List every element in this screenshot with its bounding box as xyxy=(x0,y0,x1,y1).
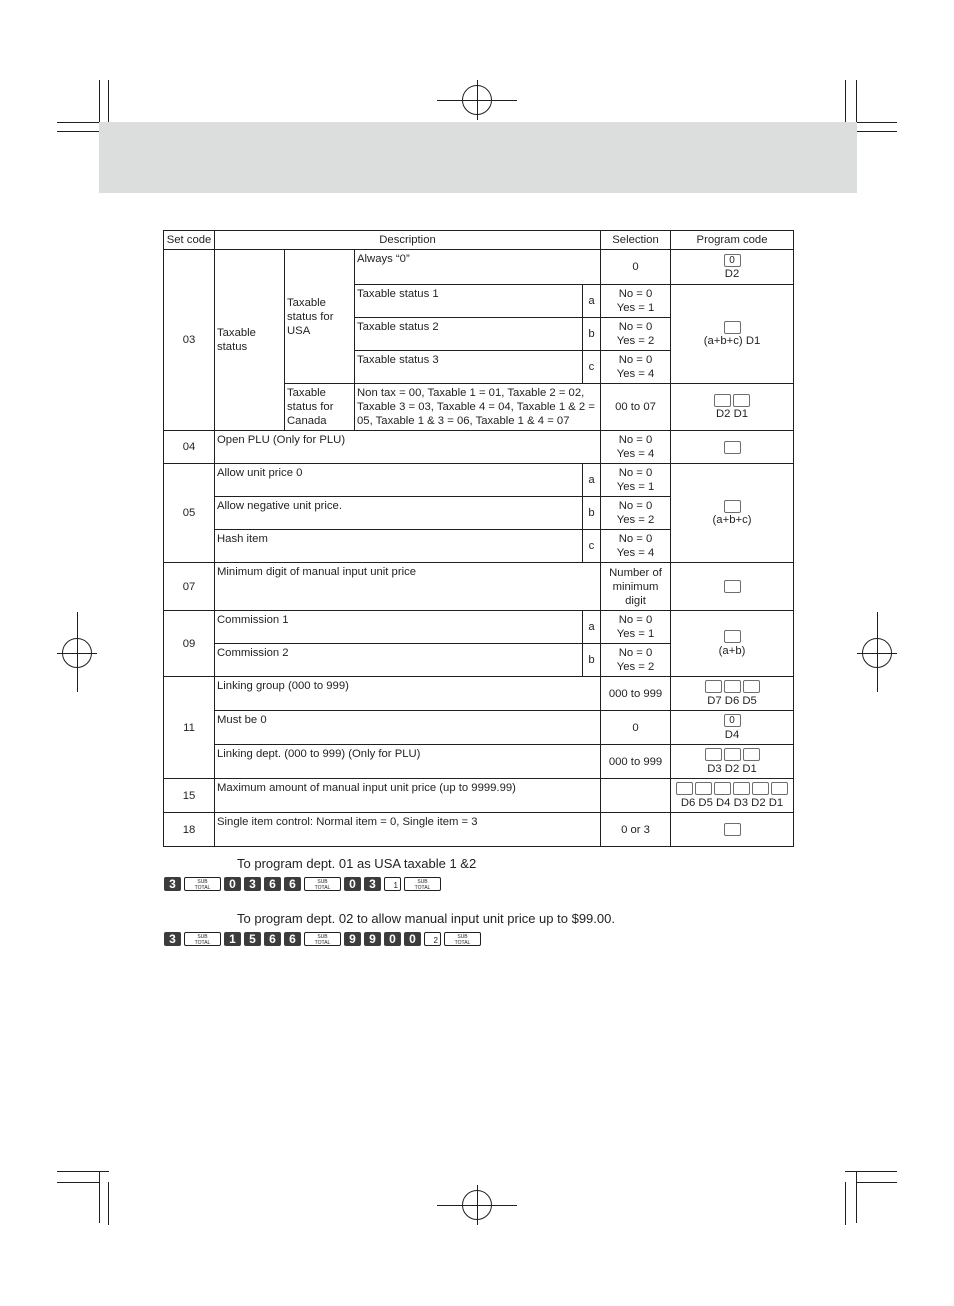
letter-cell: b xyxy=(583,497,601,530)
description-cell: Must be 0 xyxy=(215,711,601,745)
description-cell: Always “0” xyxy=(355,250,601,285)
selection-cell: 000 to 999 xyxy=(601,745,671,779)
description-cell: Allow negative unit price. xyxy=(215,497,583,530)
description-cell: Linking dept. (000 to 999) (Only for PLU) xyxy=(215,745,601,779)
program-code-label: (a+b) xyxy=(718,644,746,657)
description-cell: Taxable status 2 xyxy=(355,318,583,351)
table-row xyxy=(164,464,794,497)
letter-cell: a xyxy=(583,611,601,644)
dept-key: 1 xyxy=(384,877,401,891)
program-code-cell xyxy=(671,250,794,285)
header-description: Description xyxy=(215,231,601,250)
program-code-cell xyxy=(671,813,794,847)
digit-box xyxy=(743,680,760,693)
digit-box xyxy=(695,782,712,795)
description-cell: Single item control: Normal item = 0, Single item = 3 xyxy=(215,813,601,847)
usa-label-text: Taxable status for USA xyxy=(287,296,334,337)
digit-box xyxy=(724,500,741,513)
numeric-key: 9 xyxy=(364,932,381,946)
subtotal-key: SUB TOTAL xyxy=(304,877,341,891)
selection-cell: No = 0 Yes = 2 xyxy=(601,497,671,530)
selection-cell: Number of minimum digit xyxy=(601,563,671,611)
program-code-cell xyxy=(671,384,794,431)
program-code-cell xyxy=(671,285,794,384)
selection-cell: No = 0 Yes = 2 xyxy=(601,318,671,351)
table-row xyxy=(164,431,794,464)
selection-cell: 0 xyxy=(601,250,671,285)
program-code-cell xyxy=(671,431,794,464)
numeric-key: 3 xyxy=(164,932,181,946)
digit-box xyxy=(724,441,741,454)
selection-cell: 0 xyxy=(601,711,671,745)
program-code-label: D4 xyxy=(724,728,740,741)
program-code-label: (a+b+c) D1 xyxy=(703,335,761,347)
digit-box xyxy=(724,748,741,761)
canada-label: Taxable status for Canada xyxy=(285,384,355,431)
digit-box xyxy=(743,748,760,761)
selection-cell: No = 0 Yes = 2 xyxy=(601,644,671,677)
description-cell: Open PLU (Only for PLU) xyxy=(215,431,601,464)
digit-box xyxy=(724,321,741,334)
header-selection: Selection xyxy=(601,231,671,250)
program-code-label: D3 D2 D1 xyxy=(707,762,757,775)
digit-box xyxy=(724,580,741,593)
table-row xyxy=(164,711,794,745)
table-row xyxy=(164,813,794,847)
program-code-cell xyxy=(671,464,794,563)
digit-box: 0 xyxy=(724,714,741,727)
digit-box xyxy=(733,782,750,795)
description-cell: Taxable status 1 xyxy=(355,285,583,318)
header-set-code: Set code xyxy=(164,231,215,250)
program-code-label: (a+b+c) xyxy=(712,514,752,526)
letter-cell: a xyxy=(583,464,601,497)
header-band xyxy=(99,122,857,193)
numeric-key: 6 xyxy=(264,932,281,946)
numeric-key: 3 xyxy=(244,877,261,891)
dept-key: 2 xyxy=(424,932,441,946)
table-row xyxy=(164,779,794,813)
program-code-label: D2 D1 xyxy=(716,408,749,420)
letter-cell: b xyxy=(583,318,601,351)
description-cell: Minimum digit of manual input unit price xyxy=(215,563,601,611)
letter-cell: a xyxy=(583,285,601,318)
numeric-key: 6 xyxy=(284,877,301,891)
example-2-key-sequence xyxy=(164,931,481,947)
digit-box xyxy=(771,782,788,795)
program-code-label: D6 D5 D4 D3 D2 D1 xyxy=(680,796,784,809)
example-1-caption: To program dept. 01 as USA taxable 1 &2 xyxy=(237,856,477,871)
description-cell: Taxable status 3 xyxy=(355,351,583,384)
digit-box: 0 xyxy=(724,254,741,267)
set-code: 15 xyxy=(164,779,215,813)
selection-cell: No = 0 Yes = 1 xyxy=(601,611,671,644)
digit-box xyxy=(705,748,722,761)
digit-box xyxy=(724,680,741,693)
program-code-cell xyxy=(671,611,794,677)
numeric-key: 3 xyxy=(364,877,381,891)
digit-box xyxy=(724,630,741,643)
set-code: 18 xyxy=(164,813,215,847)
numeric-key: 0 xyxy=(224,877,241,891)
table-row xyxy=(164,250,794,285)
description-cell: Maximum amount of manual input unit price (up to 9999.99) xyxy=(215,779,601,813)
subtotal-key: SUB TOTAL xyxy=(184,932,221,946)
selection-cell: 0 or 3 xyxy=(601,813,671,847)
selection-cell xyxy=(601,779,671,813)
example-2-caption: To program dept. 02 to allow manual input unit price up to $99.00. xyxy=(237,911,615,926)
subtotal-key: SUB TOTAL xyxy=(304,932,341,946)
numeric-key: 6 xyxy=(264,877,281,891)
program-code-cell xyxy=(671,563,794,611)
selection-cell: No = 0 Yes = 4 xyxy=(601,431,671,464)
digit-box xyxy=(714,394,731,407)
example-1-key-sequence xyxy=(164,876,441,892)
table-row xyxy=(164,563,794,611)
selection-cell: No = 0 Yes = 1 xyxy=(601,464,671,497)
digit-box xyxy=(714,782,731,795)
selection-cell: 000 to 999 xyxy=(601,677,671,711)
program-code-label: D2 xyxy=(724,268,740,280)
header-program-code: Program code xyxy=(671,231,794,250)
table-row xyxy=(164,745,794,779)
program-table xyxy=(163,230,794,847)
set-code: 04 xyxy=(164,431,215,464)
letter-cell: b xyxy=(583,644,601,677)
program-code-cell xyxy=(671,745,794,779)
numeric-key: 0 xyxy=(384,932,401,946)
description-cell: Hash item xyxy=(215,530,583,563)
numeric-key: 5 xyxy=(244,932,261,946)
subtotal-key: SUB TOTAL xyxy=(404,877,441,891)
description-cell: Non tax = 00, Taxable 1 = 01, Taxable 2 = 02, Taxable 3 = 03, Taxable 4 = 04, Taxable 1 & 2 = 05, Taxable 1 & 3 = 06, Taxable 1 & 4 = 07 xyxy=(355,384,601,431)
selection-cell: No = 0 Yes = 4 xyxy=(601,530,671,563)
digit-box xyxy=(676,782,693,795)
program-code-cell xyxy=(671,677,794,711)
program-code-cell xyxy=(671,711,794,745)
set-code: 07 xyxy=(164,563,215,611)
program-code-label: D7 D6 D5 xyxy=(707,694,757,707)
selection-cell: No = 0 Yes = 4 xyxy=(601,351,671,384)
program-code-cell xyxy=(671,779,794,813)
numeric-key: 9 xyxy=(344,932,361,946)
description-cell: Linking group (000 to 999) xyxy=(215,677,601,711)
digit-box xyxy=(752,782,769,795)
letter-cell: c xyxy=(583,530,601,563)
header-row xyxy=(164,231,794,250)
set-code: 03 xyxy=(164,250,215,431)
table-row xyxy=(164,611,794,644)
digit-box xyxy=(733,394,750,407)
numeric-key: 3 xyxy=(164,877,181,891)
numeric-key: 1 xyxy=(224,932,241,946)
subtotal-key: SUB TOTAL xyxy=(444,932,481,946)
selection-cell: No = 0 Yes = 1 xyxy=(601,285,671,318)
numeric-key: 6 xyxy=(284,932,301,946)
digit-box xyxy=(724,823,741,836)
numeric-key: 0 xyxy=(344,877,361,891)
set-code: 05 xyxy=(164,464,215,563)
set-code: 09 xyxy=(164,611,215,677)
description-cell: Commission 2 xyxy=(215,644,583,677)
table-row xyxy=(164,677,794,711)
digit-box xyxy=(705,680,722,693)
usa-label xyxy=(285,250,355,384)
selection-cell: 00 to 07 xyxy=(601,384,671,431)
description-cell: Allow unit price 0 xyxy=(215,464,583,497)
description-cell: Commission 1 xyxy=(215,611,583,644)
group-label: Taxable status xyxy=(215,250,285,431)
subtotal-key: SUB TOTAL xyxy=(184,877,221,891)
set-code: 11 xyxy=(164,677,215,779)
letter-cell: c xyxy=(583,351,601,384)
numeric-key: 0 xyxy=(404,932,421,946)
